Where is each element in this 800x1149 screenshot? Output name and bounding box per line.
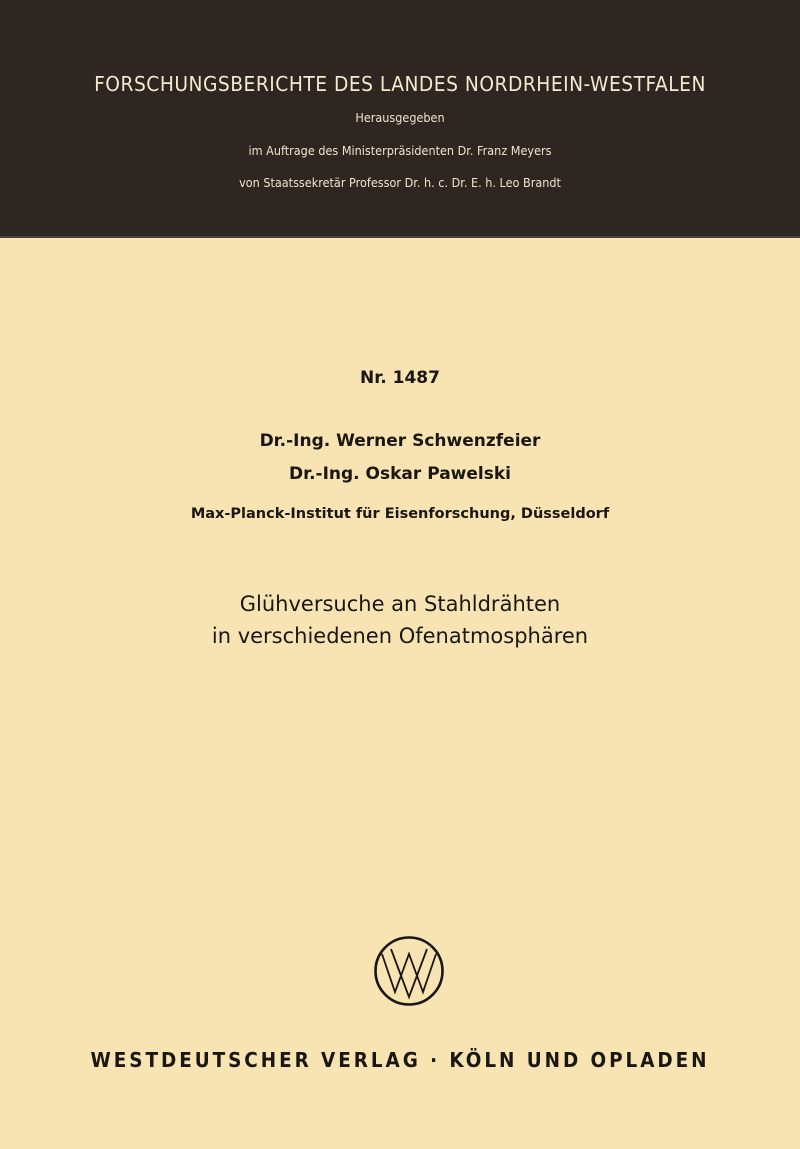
- institute: Max-Planck-Institut für Eisenforschung, Düsseldorf: [190, 506, 610, 522]
- report-number: Nr. 1487: [360, 368, 440, 388]
- series-title: FORSCHUNGSBERICHTE DES LANDES NORDRHEIN-WESTFALEN: [94, 72, 706, 96]
- editor-note: Herausgegeben: [355, 110, 445, 125]
- wv-circle-logo-icon: [373, 935, 445, 1007]
- author-1: Dr.-Ing. Werner Schwenzfeier: [259, 431, 541, 451]
- commission-note: im Auftrage des Ministerpräsidenten Dr. Franz Meyers: [248, 143, 552, 158]
- header-band: [0, 0, 800, 238]
- title-line-1: Glühversuche an Stahldrähten: [239, 592, 561, 616]
- publisher-imprint: WESTDEUTSCHER VERLAG · KÖLN UND OPLADEN: [90, 1048, 710, 1072]
- editor-name: von Staatssekretär Professor Dr. h. c. Dr. E. h. Leo Brandt: [239, 175, 561, 190]
- title-line-2: in verschiedenen Ofenatmosphären: [211, 624, 589, 648]
- author-2: Dr.-Ing. Oskar Pawelski: [289, 464, 511, 484]
